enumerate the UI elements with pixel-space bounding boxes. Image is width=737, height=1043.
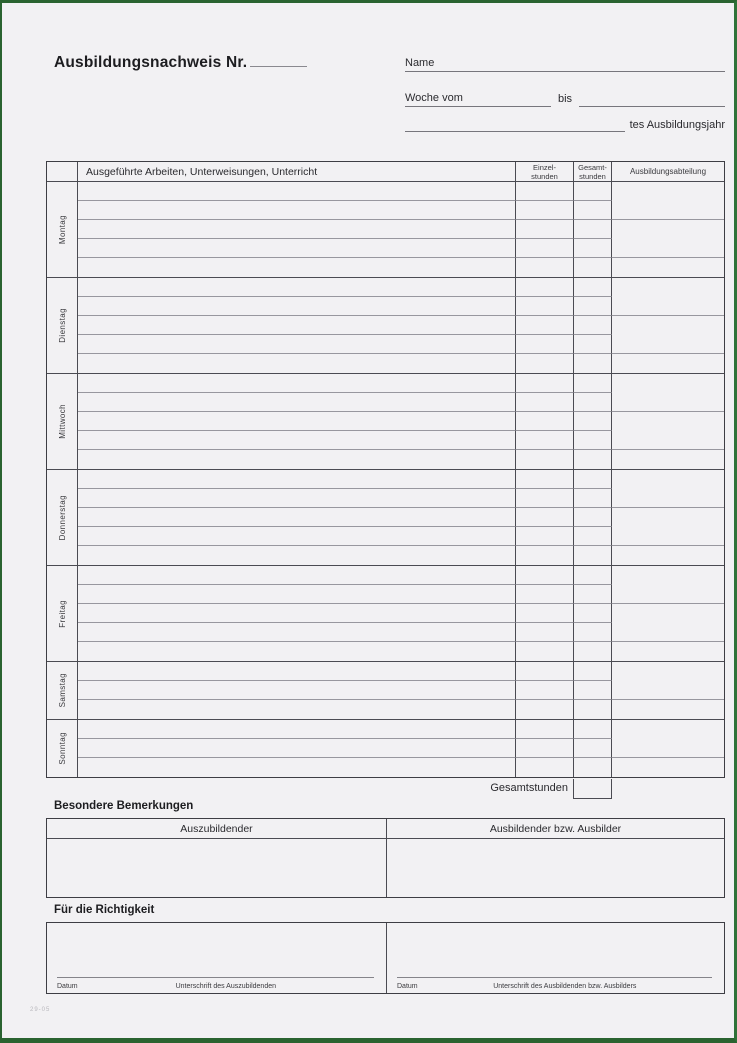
week-activities-table — [46, 161, 725, 778]
department-cell[interactable] — [612, 258, 724, 277]
department-cell[interactable] — [612, 220, 724, 258]
day-label — [47, 720, 78, 777]
activities-cell[interactable] — [78, 604, 516, 623]
activities-cell[interactable] — [78, 450, 516, 469]
day-block-donnerstag — [47, 470, 724, 566]
week-to-label: bis — [557, 93, 573, 105]
trainer-date-label: Datum — [397, 983, 418, 990]
single-hours-cell[interactable] — [516, 662, 574, 681]
department-cell[interactable] — [612, 450, 724, 469]
total-hours-cell[interactable] — [574, 412, 612, 431]
trainee-signature-label: Unterschrift des Auszubildenden — [175, 983, 277, 990]
trainee-date-label: Datum — [57, 983, 78, 990]
day-label-text: Mittwoch — [57, 404, 67, 439]
total-hours-cell[interactable] — [574, 585, 612, 604]
day-label-text: Dienstag — [57, 308, 67, 343]
training-year-row — [405, 116, 725, 132]
single-hours-cell[interactable] — [516, 431, 574, 450]
total-hours-cell[interactable] — [574, 700, 612, 719]
day-block-sonntag — [47, 720, 724, 778]
day-block-samstag — [47, 662, 724, 720]
total-hours-cell[interactable] — [574, 720, 612, 739]
activities-cell[interactable] — [78, 489, 516, 508]
activities-cell[interactable] — [78, 527, 516, 546]
day-block-montag — [47, 182, 724, 278]
single-hours-line1: Einzel- — [533, 162, 556, 172]
activities-cell[interactable] — [78, 201, 516, 220]
department-cell[interactable] — [612, 546, 724, 565]
activities-cell[interactable] — [78, 220, 516, 239]
total-hours-cell[interactable] — [574, 739, 612, 758]
activities-cell[interactable] — [78, 739, 516, 758]
single-hours-cell[interactable] — [516, 546, 574, 565]
department-column-header: Ausbildungsabteilung — [629, 167, 707, 176]
total-hours-cell[interactable] — [574, 527, 612, 546]
activities-column-header: Ausgeführte Arbeiten, Unterweisungen, Unterricht — [78, 162, 516, 181]
total-hours-cell[interactable] — [574, 489, 612, 508]
total-hours-cell[interactable] — [574, 258, 612, 277]
training-year-label: tes Ausbildungsjahr — [629, 119, 725, 131]
total-hours-cell[interactable] — [574, 450, 612, 469]
single-hours-cell[interactable] — [516, 450, 574, 469]
day-label-text: Montag — [57, 214, 67, 245]
department-cell[interactable] — [612, 508, 724, 546]
activities-cell[interactable] — [78, 354, 516, 373]
single-hours-cell[interactable] — [516, 604, 574, 623]
activities-cell[interactable] — [78, 297, 516, 316]
single-hours-cell[interactable] — [516, 316, 574, 335]
activities-cell[interactable] — [78, 720, 516, 739]
activities-cell[interactable] — [78, 412, 516, 431]
single-hours-cell[interactable] — [516, 681, 574, 700]
activities-cell[interactable] — [78, 278, 516, 297]
single-hours-column-header — [516, 162, 574, 181]
activities-cell[interactable] — [78, 374, 516, 393]
single-hours-line2: stunden — [531, 171, 558, 181]
department-cell[interactable] — [612, 278, 724, 316]
day-label-text: Sonntag — [57, 731, 67, 765]
single-hours-cell[interactable] — [516, 470, 574, 489]
total-hours-label: Gesamtstunden — [490, 782, 568, 794]
total-hours-cell[interactable] — [574, 316, 612, 335]
week-table-body — [47, 182, 724, 777]
department-cell[interactable] — [612, 642, 724, 661]
training-year-field[interactable] — [405, 116, 625, 132]
week-from-field[interactable] — [405, 91, 551, 107]
total-hours-cell[interactable] — [574, 604, 612, 623]
total-hours-cell[interactable] — [574, 431, 612, 450]
total-hours-cell[interactable] — [574, 201, 612, 220]
activities-cell[interactable] — [78, 681, 516, 700]
activities-cell[interactable] — [78, 316, 516, 335]
day-block-mittwoch — [47, 374, 724, 470]
single-hours-cell[interactable] — [516, 700, 574, 719]
day-label — [47, 470, 78, 565]
week-from-label: Woche vom — [405, 92, 463, 104]
single-hours-cell[interactable] — [516, 201, 574, 220]
department-cell[interactable] — [612, 720, 724, 758]
total-hours-cell[interactable] — [574, 546, 612, 565]
remarks-trainer-header: Ausbildender bzw. Ausbilder — [387, 819, 724, 839]
activities-cell[interactable] — [78, 546, 516, 565]
week-field-row — [405, 91, 725, 107]
single-hours-cell[interactable] — [516, 393, 574, 412]
activities-cell[interactable] — [78, 508, 516, 527]
activities-cell[interactable] — [78, 335, 516, 354]
department-cell[interactable] — [612, 604, 724, 642]
single-hours-cell[interactable] — [516, 374, 574, 393]
signature-heading: Für die Richtigkeit — [54, 904, 155, 916]
single-hours-cell[interactable] — [516, 566, 574, 585]
single-hours-cell[interactable] — [516, 182, 574, 201]
day-block-dienstag — [47, 278, 724, 374]
day-label — [47, 374, 78, 469]
single-hours-cell[interactable] — [516, 297, 574, 316]
remarks-trainee-cell[interactable] — [47, 839, 387, 897]
form-print-code: 29-05 — [30, 1007, 51, 1013]
department-cell[interactable] — [612, 662, 724, 700]
activities-cell[interactable] — [78, 239, 516, 258]
total-hours-cell[interactable] — [574, 297, 612, 316]
activities-cell[interactable] — [78, 470, 516, 489]
department-cell[interactable] — [612, 374, 724, 412]
single-hours-cell[interactable] — [516, 720, 574, 739]
total-hours-row — [46, 779, 725, 801]
total-hours-cell[interactable] — [574, 508, 612, 527]
total-hours-cell[interactable] — [574, 758, 612, 777]
trainer-signature-line[interactable] — [397, 977, 712, 978]
total-hours-cell[interactable] — [574, 662, 612, 681]
page-title — [54, 53, 307, 72]
week-to-field[interactable] — [579, 91, 725, 107]
total-hours-cell[interactable] — [574, 220, 612, 239]
single-hours-cell[interactable] — [516, 412, 574, 431]
day-label — [47, 278, 78, 373]
activities-cell[interactable] — [78, 642, 516, 661]
total-hours-column-header — [574, 162, 612, 181]
department-cell[interactable] — [612, 700, 724, 719]
activities-cell[interactable] — [78, 758, 516, 777]
total-hours-cell[interactable] — [574, 566, 612, 585]
single-hours-cell[interactable] — [516, 508, 574, 527]
day-label-text: Donnerstag — [57, 494, 67, 541]
day-block-freitag — [47, 566, 724, 662]
total-hours-cell[interactable] — [574, 335, 612, 354]
single-hours-cell[interactable] — [516, 527, 574, 546]
department-cell[interactable] — [612, 470, 724, 508]
day-label-text: Freitag — [57, 599, 67, 628]
total-hours-cell[interactable] — [574, 239, 612, 258]
department-cell[interactable] — [612, 566, 724, 604]
trainee-signature-labels — [57, 983, 374, 990]
activities-cell[interactable] — [78, 258, 516, 277]
activities-cell[interactable] — [78, 662, 516, 681]
total-hours-cell[interactable] — [574, 278, 612, 297]
day-label — [47, 662, 78, 719]
total-hours-box[interactable] — [573, 779, 612, 799]
header-fields — [405, 56, 725, 132]
day-column-header — [47, 162, 78, 181]
department-cell[interactable] — [612, 412, 724, 450]
single-hours-cell[interactable] — [516, 220, 574, 239]
total-hours-cell[interactable] — [574, 182, 612, 201]
department-cell[interactable] — [612, 316, 724, 354]
total-hours-cell[interactable] — [574, 642, 612, 661]
total-hours-line2: stunden — [579, 171, 606, 181]
day-label — [47, 566, 78, 661]
activities-cell[interactable] — [78, 393, 516, 412]
trainee-signature-line[interactable] — [57, 977, 374, 978]
activities-cell[interactable] — [78, 623, 516, 642]
single-hours-cell[interactable] — [516, 239, 574, 258]
remarks-heading: Besondere Bemerkungen — [54, 800, 194, 812]
day-label-text: Samstag — [57, 673, 67, 708]
department-cell[interactable] — [612, 354, 724, 373]
total-hours-cell[interactable] — [574, 374, 612, 393]
single-hours-cell[interactable] — [516, 739, 574, 758]
single-hours-cell[interactable] — [516, 623, 574, 642]
single-hours-cell[interactable] — [516, 258, 574, 277]
single-hours-cell[interactable] — [516, 585, 574, 604]
activities-cell[interactable] — [78, 566, 516, 585]
single-hours-cell[interactable] — [516, 278, 574, 297]
single-hours-cell[interactable] — [516, 642, 574, 661]
trainer-signature-cell[interactable] — [387, 923, 724, 993]
remarks-trainer-cell[interactable] — [387, 839, 724, 897]
single-hours-cell[interactable] — [516, 489, 574, 508]
total-hours-cell[interactable] — [574, 681, 612, 700]
trainer-signature-label: Unterschrift des Ausbildenden bzw. Ausbilders — [493, 983, 637, 990]
name-field-row[interactable] — [405, 56, 725, 72]
activities-cell[interactable] — [78, 431, 516, 450]
page-title-text: Ausbildungsnachweis Nr. — [54, 54, 248, 71]
total-hours-cell[interactable] — [574, 470, 612, 489]
total-hours-cell[interactable] — [574, 623, 612, 642]
department-cell[interactable] — [612, 182, 724, 220]
activities-cell[interactable] — [78, 585, 516, 604]
week-table-header — [47, 162, 724, 182]
trainer-signature-labels — [397, 983, 712, 990]
total-hours-cell[interactable] — [574, 393, 612, 412]
name-label: Name — [405, 57, 435, 69]
activities-cell[interactable] — [78, 182, 516, 201]
signature-table — [46, 922, 725, 994]
department-cell[interactable] — [612, 758, 724, 777]
single-hours-cell[interactable] — [516, 335, 574, 354]
remarks-table — [46, 818, 725, 898]
single-hours-cell[interactable] — [516, 758, 574, 777]
day-label — [47, 182, 78, 277]
remarks-trainee-header: Auszubildender — [47, 819, 387, 839]
activities-cell[interactable] — [78, 700, 516, 719]
total-hours-line1: Gesamt- — [578, 162, 607, 172]
single-hours-cell[interactable] — [516, 354, 574, 373]
total-hours-cell[interactable] — [574, 354, 612, 373]
record-number-field[interactable] — [250, 53, 307, 67]
trainee-signature-cell[interactable] — [47, 923, 387, 993]
